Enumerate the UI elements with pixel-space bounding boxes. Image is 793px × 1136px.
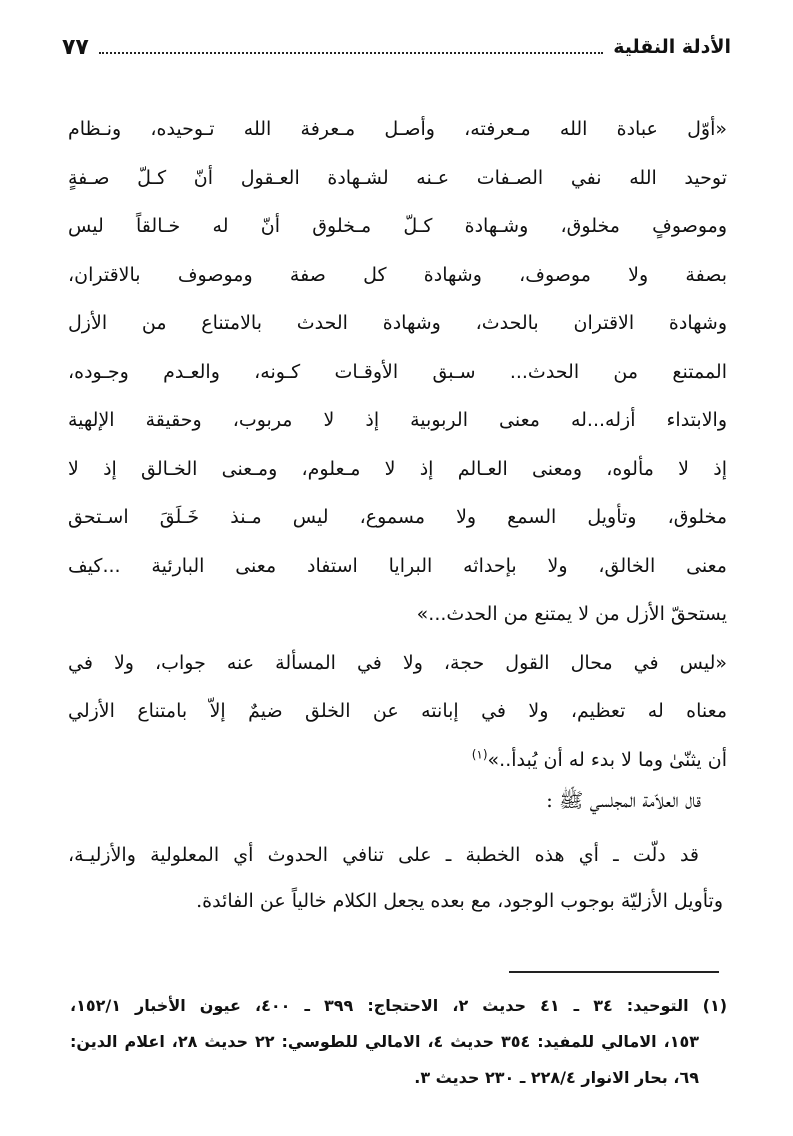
page-number: ٧٧ xyxy=(62,34,89,60)
footnote-marker: (١) xyxy=(471,747,488,762)
quote-line: والابتداء أزله...له معنى الربوبية إذ لا مربوب، وحقيقة الإلهية xyxy=(68,409,727,431)
quote-line: بصفة ولا موصوف، وشهادة كل صفة وموصوف بالاقتران، xyxy=(68,263,727,286)
header-dot-leader xyxy=(99,52,603,54)
commentary-line: وتأويل الأزليّة بوجوب الوجود، مع بعده يجعل الكلام خالياً عن الفائدة. xyxy=(196,890,723,912)
quote-line: الممتنع من الحدث... سـبق الأوقـات كـونه، والعـدم وجـوده، xyxy=(68,360,727,383)
commentary-heading: قال العلاّمة المجلسي ﷺ : xyxy=(546,788,701,812)
footnotes xyxy=(70,988,727,1096)
footnote-line: (١) التوحيد: ٣٤ ـ ٤١ حديث ٢، الاحتجاج: ٣٩٩ ـ ٤٠٠، عيون الأخبار ١٥٢/١، xyxy=(70,996,727,1015)
quoted-sermon xyxy=(68,105,727,784)
quote-line: وشهادة الاقتران بالحدث، وشهادة الحدث بالامتناع من الأزل xyxy=(68,312,727,334)
commentary-line: قد دلّت ـ أي هذه الخطبة ـ على تنافي الحدوث أي المعلولية والأزليـة، xyxy=(68,844,699,866)
quote-line: معنى الخالق، ولا بإحداثه البرايا استفاد معنى البارئية ...كيف xyxy=(68,554,727,577)
quote-line-with-footnote xyxy=(68,736,727,785)
quote-line: وموصوفٍ مخلوق، وشـهادة كـلّ مـخلوق أنّ له خـالقاً ليس xyxy=(68,215,727,237)
commentary-paragraph xyxy=(68,832,723,924)
footnote-line: ٦٩، بحار الانوار ٢٢٨/٤ ـ ٢٣٠ حديث ٣. xyxy=(414,1068,699,1087)
quote-line: يستحقّ الأزل من لا يمتنع من الحدث...» xyxy=(416,603,727,625)
quote-line: توحيد الله نفي الصـفات عـنه لشـهادة العـقول أنّ كـلّ صـفةٍ xyxy=(68,166,727,189)
chapter-title: الأدلة النقلية xyxy=(613,36,731,58)
quote-line: «ليس في محال القول حجة، ولا في المسألة عنه جواب، ولا في xyxy=(68,651,727,674)
quote-line-text: أن يثنّىٰ وما لا بدء له أن يُبدأ..» xyxy=(487,748,727,771)
footnote-line: ١٥٣، الامالي للمفيد: ٣٥٤ حديث ٤، الامالي للطوسي: ٢٢ حديث ٢٨، اعلام الدين: xyxy=(70,1032,699,1051)
quote-line: معناه له تعظيم، ولا في إبانته عن الخلق ضيمٌ إلاّ بامتناع الأزلي xyxy=(68,700,727,722)
running-header xyxy=(62,30,731,64)
quote-line: مخلوق، وتأويل السمع ولا مسموع، ليس مـنذ خَـلَقَ اسـتحق xyxy=(68,506,727,528)
quote-line: «أوّل عبادة الله مـعرفته، وأصـل مـعرفة الله تـوحيده، ونـظام xyxy=(68,118,727,140)
quote-line: إذ لا مألوه، ومعنى العـالم إذ لا مـعلوم، ومـعنى الخـالق إذ لا xyxy=(68,457,727,480)
footnote-separator xyxy=(509,971,719,973)
